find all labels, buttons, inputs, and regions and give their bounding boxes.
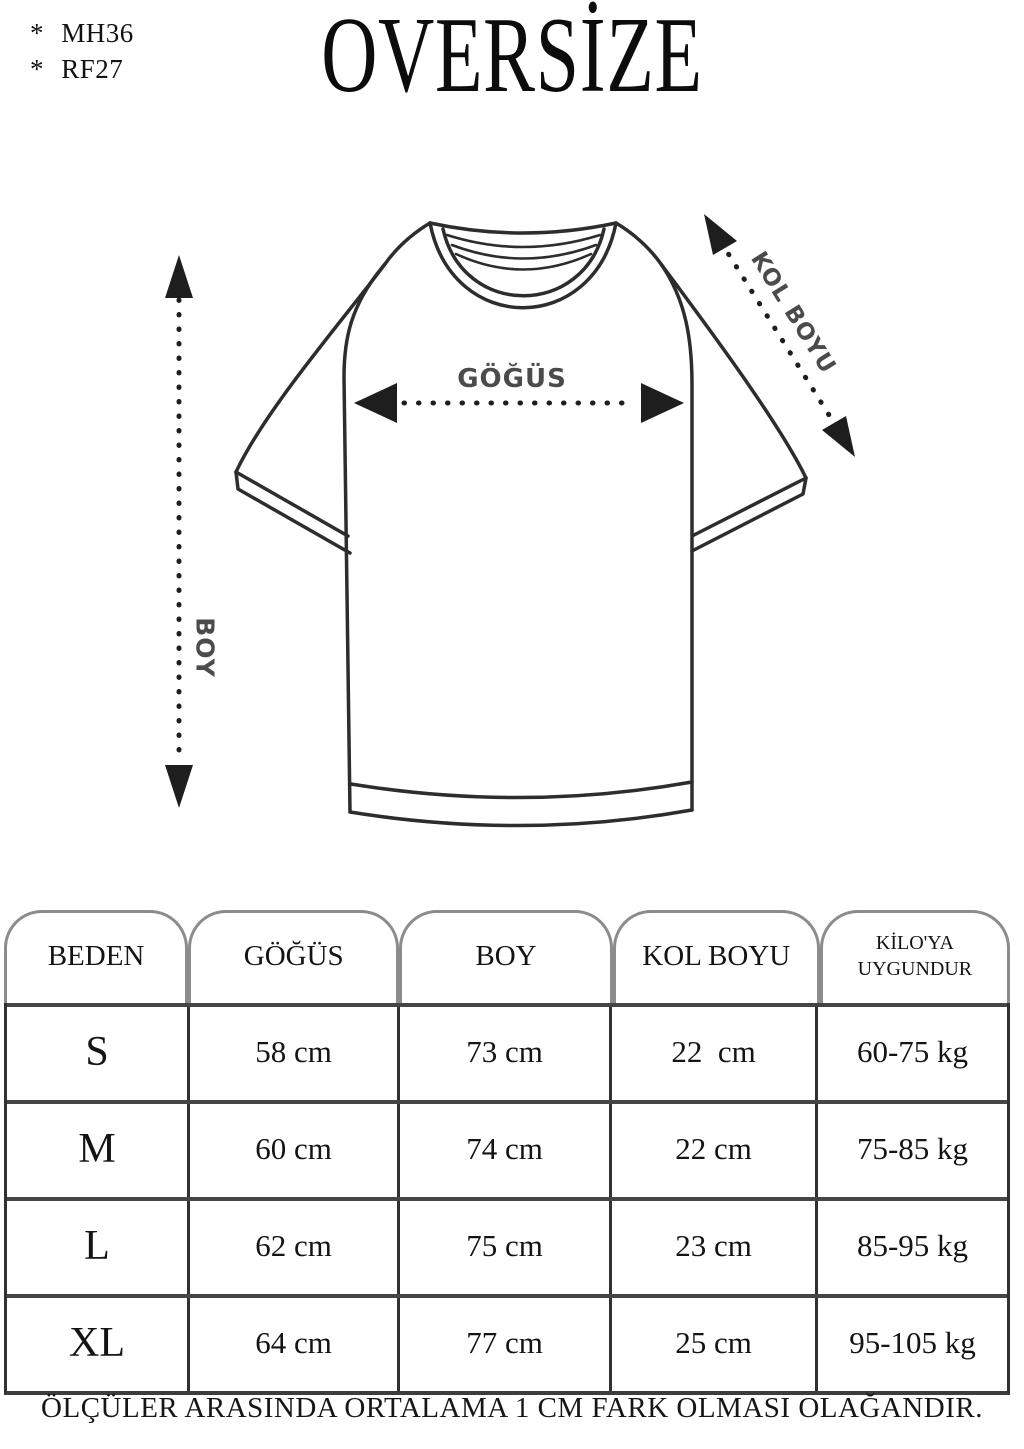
table-row-l xyxy=(7,1197,1007,1294)
tshirt-measurement-diagram xyxy=(0,128,1024,890)
sleeve-measure-label: KOL BOYU xyxy=(745,247,841,379)
cell-sleeve: 22 cm xyxy=(612,1007,818,1100)
cell-chest: 62 cm xyxy=(190,1201,400,1294)
table-row-s xyxy=(7,1003,1007,1100)
cell-sleeve: 23 cm xyxy=(612,1201,818,1294)
cell-size: XL xyxy=(7,1298,190,1391)
cell-weight: 95-105 kg xyxy=(849,1324,976,1360)
chest-measure-label: GÖĞÜS xyxy=(457,364,567,394)
table-row-xl xyxy=(7,1294,1007,1391)
length-measure-label: BOY xyxy=(190,617,220,678)
cell-sleeve: 22 cm xyxy=(612,1104,818,1197)
cell-chest: 58 cm xyxy=(190,1007,400,1100)
product-code-2: * RF27 xyxy=(30,53,124,84)
cell-sleeve: 25 cm xyxy=(612,1298,818,1391)
size-table-body xyxy=(4,1003,1010,1395)
cell-length: 77 cm xyxy=(400,1298,612,1391)
cell-weight: 60-75 kg xyxy=(856,1033,969,1069)
cell-length: 75 cm xyxy=(400,1201,612,1294)
cell-length: 73 cm xyxy=(400,1007,612,1100)
cell-weight: 85-95 kg xyxy=(856,1227,969,1263)
table-row-m xyxy=(7,1100,1007,1197)
col-header-gogus: GÖĞÜS xyxy=(188,910,399,1003)
col-header-boy: BOY xyxy=(399,910,612,1003)
cell-size: S xyxy=(7,1007,190,1100)
tolerance-note: ÖLÇÜLER ARASINDA ORTALAMA 1 CM FARK OLMASI OLAĞANDIR. xyxy=(41,1392,983,1424)
tshirt-outline xyxy=(236,223,806,826)
cell-size: L xyxy=(7,1201,190,1294)
page-title-wrap xyxy=(0,0,1024,115)
col-header-beden: BEDEN xyxy=(4,910,188,1003)
col-header-kol-boyu: KOL BOYU xyxy=(613,910,820,1003)
sleeve-arrow xyxy=(704,214,855,457)
col-header-kilo: KİLO'YA UYGUNDUR xyxy=(820,910,1010,1003)
tshirt-diagram-svg xyxy=(0,128,1024,890)
cell-chest: 60 cm xyxy=(190,1104,400,1197)
size-table-header xyxy=(4,910,1010,1003)
page-title: OVERSİZE xyxy=(321,0,703,115)
cell-size: M xyxy=(7,1104,190,1197)
cell-weight: 75-85 kg xyxy=(856,1130,969,1166)
cell-chest: 64 cm xyxy=(190,1298,400,1391)
product-code-1: * MH36 xyxy=(30,18,134,48)
cell-length: 74 cm xyxy=(400,1104,612,1197)
size-table xyxy=(4,910,1010,1395)
length-arrow xyxy=(165,255,193,808)
